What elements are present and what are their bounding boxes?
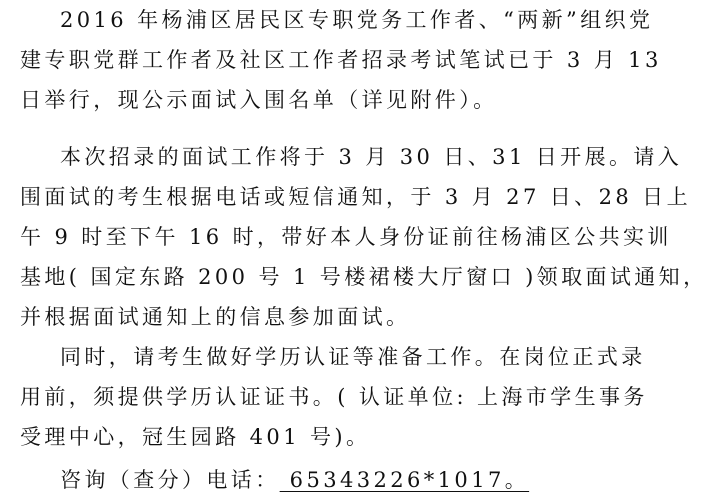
paragraph-2-line-5: 并根据面试通知上的信息参加面试。: [20, 305, 411, 329]
paragraph-2-line-3: 午 9 时至下午 16 时，带好本人身份证前往杨浦区公共实训: [20, 225, 672, 249]
contact-line: [0, 460, 690, 500]
paragraph-1-line-2: 建专职党群工作者及社区工作者招录考试笔试已于 3 月 13: [20, 48, 662, 72]
paragraph-1-line-3: 日举行，现公示面试入围名单（详见附件）。: [20, 88, 498, 112]
paragraph-1-line-1: 2016 年杨浦区居民区专职党务工作者、“两新”组织党: [60, 8, 654, 32]
paragraph-2-line-4: 基地( 国定东路 200 号 1 号楼裙楼大厅窗口 )领取面试通知，: [20, 265, 707, 289]
paragraph-3-line-2: 用前，须提供学历认证证书。( 认证单位: 上海市学生事务: [20, 385, 648, 409]
paragraph-2-line-1: 本次招录的面试工作将于 3 月 30 日、31 日开展。请入: [60, 145, 683, 169]
paragraph-3-line-1: 同时，请考生做好学历认证等准备工作。在岗位正式录: [60, 345, 646, 369]
paragraph-2-line-2: 围面试的考生根据电话或短信通知，于 3 月 27 日、28 日上: [20, 185, 691, 209]
contact-phone: 65343226*1017。: [279, 468, 530, 492]
contact-label: 咨询（查分）电话：: [60, 468, 280, 492]
paragraph-3-line-3: 受理中心，冠生园路 401 号)。: [20, 425, 371, 449]
